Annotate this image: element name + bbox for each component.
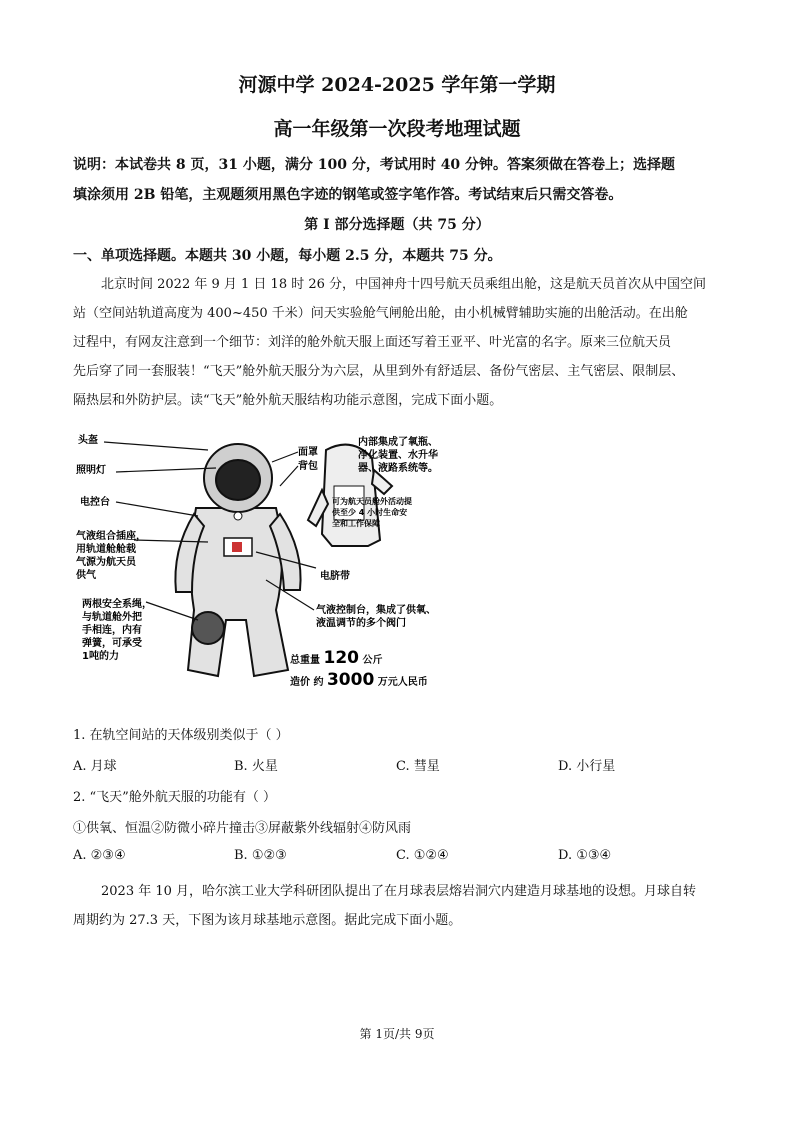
spacesuit-figure	[76, 430, 456, 698]
instructions-line2: 填涂须用 2B 铅笔，主观题须用黑色字迹的钢笔或签字笔作答。考试结束后只需交答卷。	[73, 187, 623, 203]
label-internal-systems	[358, 436, 438, 475]
label-helmet: 头盔	[78, 435, 98, 446]
question-2-option-b[interactable]: B. ①②③	[234, 848, 287, 863]
page-number: 第 1页/共 9页	[359, 1027, 435, 1041]
weight-value: 120	[323, 648, 359, 668]
question-1-option-b[interactable]: B. 火星	[234, 759, 278, 774]
instructions	[73, 150, 675, 210]
weight-unit: 公斤	[362, 655, 383, 666]
label-line: 供气	[76, 570, 96, 581]
instructions-line1: 说明：本试卷共 8 页，31 小题，满分 100 分，考试用时 40 分钟。答案须做在答卷上；选择题	[73, 157, 676, 173]
cost-label: 造价	[290, 677, 310, 688]
cost-stat	[290, 670, 428, 690]
label-line: 用轨道舱舱载	[76, 544, 136, 555]
label-umbilical: 电脐带	[320, 571, 350, 582]
label-backpack: 背包	[298, 461, 318, 472]
question-2-option-d[interactable]: D. ①③④	[558, 848, 612, 863]
question-2-statement: ①供氧、恒温②防微小碎片撞击③屏蔽紫外线辐射④防风雨	[73, 821, 412, 836]
label-gas-socket	[76, 530, 146, 582]
passage-1-line: 北京时间 2022 年 9 月 1 日 18 时 26 分，中国神舟十四号航天员乘组出舱，这是航天员首次从中国空间	[101, 277, 707, 292]
label-line: 内部集成了氧瓶、	[358, 437, 438, 448]
label-control-panel: 电控台	[80, 497, 110, 508]
label-visor: 面罩	[298, 447, 318, 458]
cost-unit: 万元人民币	[377, 677, 428, 688]
label-line: 可为航天员舱外活动提	[332, 497, 412, 506]
label-line: 净化装置、水升华	[358, 450, 438, 461]
question-1-option-a[interactable]: A. 月球	[73, 759, 117, 774]
passage-1	[73, 270, 723, 415]
question-2-stem: 2. “飞天”舱外航天服的功能有（ ）	[73, 790, 276, 805]
label-line: 两根安全系绳，	[82, 599, 152, 610]
label-line: 供至少 4 小时生命安	[332, 508, 408, 517]
cost-prefix: 约	[313, 677, 324, 688]
weight-label: 总重量	[290, 655, 320, 666]
label-line: 与轨道舱外把	[82, 612, 142, 623]
question-1-option-d[interactable]: D. 小行星	[558, 759, 616, 774]
label-line: 弹簧，可承受	[82, 638, 142, 649]
part-heading: 第 I 部分选择题（共 75 分）	[304, 217, 490, 233]
exam-title-line2: 高一年级第一次段考地理试题	[273, 118, 521, 140]
label-line: 液温调节的多个阀门	[316, 618, 406, 629]
passage-1-line: 隔热层和外防护层。读“飞天”舱外航天服结构功能示意图，完成下面小题。	[73, 393, 503, 408]
label-line: 1吨的力	[82, 651, 119, 662]
label-line: 手相连，内有	[82, 625, 142, 636]
passage-1-line: 过程中，有网友注意到一个细节：刘洋的舱外航天服上面还写着王亚平、叶光富的名字。原来三位航天员	[73, 335, 672, 350]
label-light: 照明灯	[76, 465, 106, 476]
section-heading: 一、单项选择题。本题共 30 小题，每小题 2.5 分，本题共 75 分。	[73, 248, 502, 264]
exam-title-line1: 河源中学 2024-2025 学年第一学期	[238, 74, 556, 96]
passage-1-line: 先后穿了同一套服装！“飞天”舱外航天服分为六层，从里到外有舒适层、备份气密层、主气密层、限制层、	[73, 364, 685, 379]
label-safety-tethers	[82, 598, 152, 663]
question-1-stem: 1. 在轨空间站的天体级别类似于（ ）	[73, 728, 289, 743]
passage-2	[73, 877, 723, 935]
label-line: 气源为航天员	[76, 557, 136, 568]
passage-2-line: 周期约为 27.3 天，下图为该月球基地示意图。据此完成下面小题。	[73, 913, 462, 928]
question-2-option-c[interactable]: C. ①②④	[396, 848, 449, 863]
label-line: 气液组合插座，	[76, 531, 146, 542]
cost-value: 3000	[326, 670, 375, 690]
label-line: 气液控制台，集成了供氧、	[316, 605, 436, 616]
weight-stat	[290, 648, 383, 668]
passage-2-line: 2023 年 10 月，哈尔滨工业大学科研团队提出了在月球表层熔岩洞穴内建造月球基地的设想。月球自转	[101, 884, 697, 899]
label-line: 全和工作保障	[332, 519, 380, 528]
label-line: 器、液路系统等。	[358, 463, 438, 474]
question-1-option-c[interactable]: C. 彗星	[396, 759, 440, 774]
label-control-console	[316, 604, 436, 630]
question-2-option-a[interactable]: A. ②③④	[73, 848, 126, 863]
passage-1-line: 站（空间站轨道高度为 400~450 千米）问天实验舱气闸舱出舱，由小机械臂辅助实施的出舱活动。在出舱	[73, 306, 688, 321]
label-duration	[332, 496, 412, 529]
